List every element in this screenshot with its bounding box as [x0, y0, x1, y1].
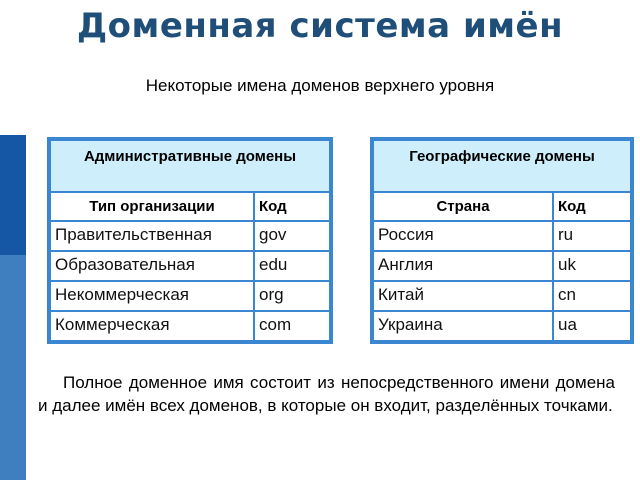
geo-code: cn [553, 281, 632, 311]
admin-org-type: Образовательная [49, 251, 254, 281]
geo-country: Китай [372, 281, 553, 311]
geo-col-code-header: Код [553, 192, 632, 221]
geo-domains-table [370, 137, 634, 344]
table-row [49, 221, 331, 251]
admin-col-code-header: Код [254, 192, 331, 221]
geo-code: uk [553, 251, 632, 281]
admin-code: gov [254, 221, 331, 251]
admin-code: edu [254, 251, 331, 281]
admin-table-header: Административные домены [49, 139, 331, 192]
table-row [49, 311, 331, 342]
admin-code: org [254, 281, 331, 311]
table-row [372, 311, 632, 342]
description-paragraph: Полное доменное имя состоит из непосредственного имени домена и далее имён всех доменов, в которые он входит, разделённых точками. [38, 373, 615, 415]
table-row [372, 251, 632, 281]
geo-table-header: Географические домены [372, 139, 632, 192]
admin-domains-table [47, 137, 333, 344]
table-row [49, 281, 331, 311]
geo-code: ua [553, 311, 632, 342]
table-row [372, 221, 632, 251]
admin-org-type: Коммерческая [49, 311, 254, 342]
admin-org-type: Некоммерческая [49, 281, 254, 311]
geo-country: Англия [372, 251, 553, 281]
admin-code: com [254, 311, 331, 342]
page-subtitle: Некоторые имена доменов верхнего уровня [145, 76, 495, 95]
table-row [372, 281, 632, 311]
page-title: Доменная система имён [76, 6, 564, 46]
admin-col-type-header: Тип организации [49, 192, 254, 221]
geo-country: Украина [372, 311, 553, 342]
admin-org-type: Правительственная [49, 221, 254, 251]
geo-code: ru [553, 221, 632, 251]
table-row [49, 251, 331, 281]
side-accent-bar-dark [0, 135, 26, 255]
geo-country: Россия [372, 221, 553, 251]
geo-col-country-header: Страна [372, 192, 553, 221]
